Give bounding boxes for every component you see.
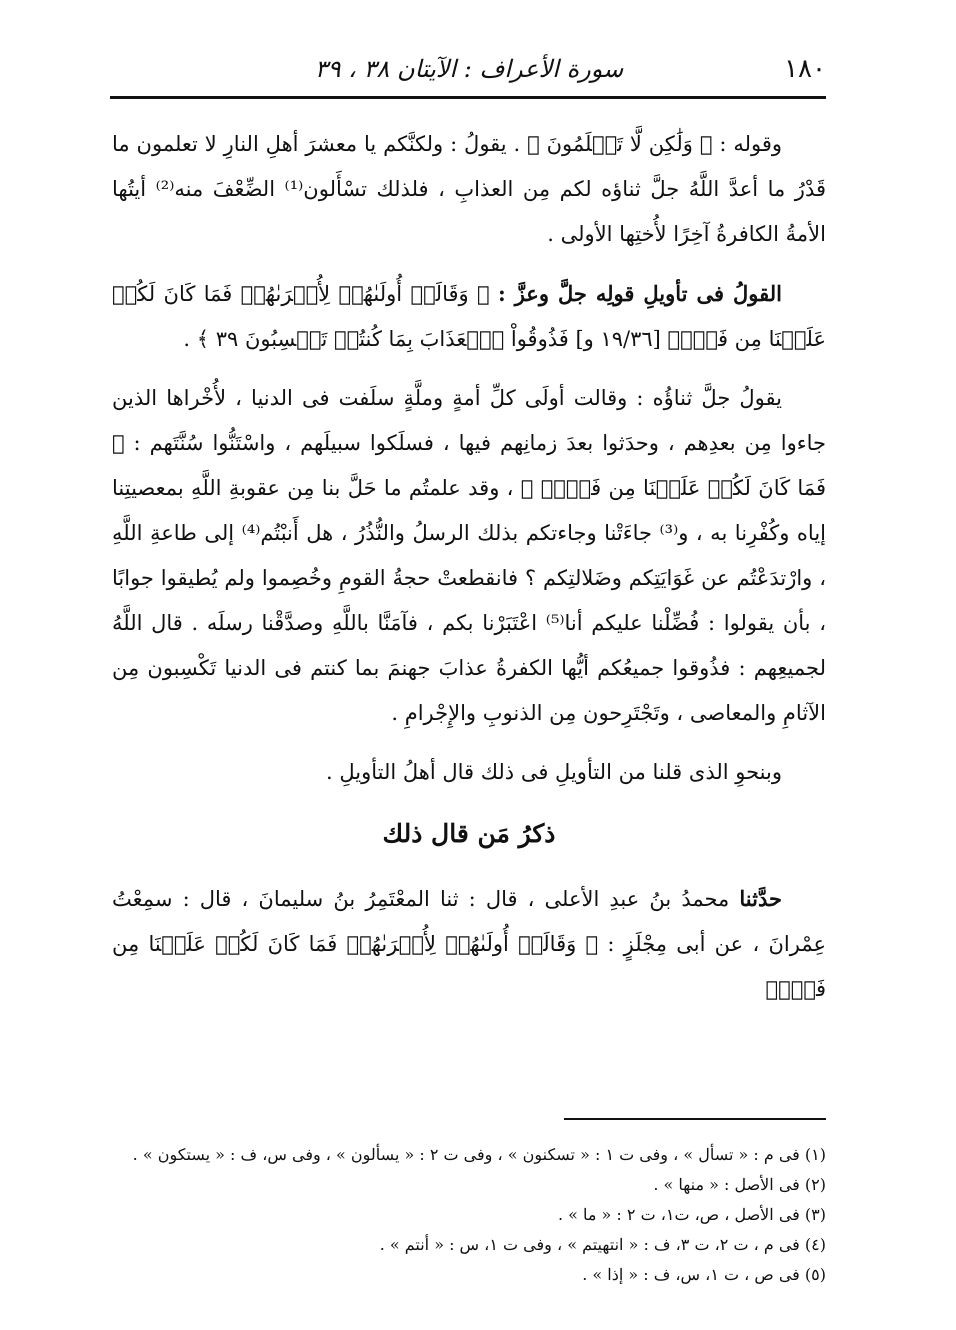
header-rule: [110, 96, 826, 99]
paragraph-3: يقولُ جلَّ ثناؤُه : وقالت أولَى كلِّ أمةٍ وملَّةٍ سلَفت فى الدنيا ، لأُخْراها الذين جاءوا مِن بعدِهم ، وحدَثوا بعدَ زمانِهم فيها ، فسلَكوا سبيلَهم ، واسْتَنُّوا سُنَّتَهم : ﴿ فَمَا كَانَ لَكُمۡ عَلَيۡنَا مِن فَضۡلٖ ﴾ ، وقد علمتُم ما حَلَّ بنا مِن عقوبةِ اللَّهِ بمعصيتِنا إياه وكُفْرِنا به ، و⁽³⁾ جاءَتْنا وجاءتكم بذلك الرسلُ والنُّذُرُ ، هل أَنبْتُم⁽⁴⁾ إلى طاعةِ اللَّهِ ، وارْتدَعْتُم عن غَوَايَتِكم وضَلالتِكم ؟ فانقطعتْ حجةُ القومِ وخُصِموا ولم يُطيقوا جوابًا ، بأن يقولوا : فُضِّلْنا عليكم أنا⁽⁵⁾ اعْتَبَرْنا بكم ، فآمَنَّا باللَّهِ وصدَّقْنا رسلَه . قال اللَّهُ لجميعِهم : فذُوقوا جميعُكم أيُّها الكفرةُ عذابَ جهنمَ بما كنتم فى الدنيا تَكْسِبون مِن الآثامِ والمعاصى ، وتَجْتَرِحون مِن الذنوبِ والإِجْرامِ .: [112, 386, 827, 725]
footnote-3: (٣) فى الأصل ، ص، ت١، ت ٢ : « ما » .: [557, 1205, 826, 1224]
paragraph-5-text: محمدُ بنُ عبدِ الأعلى ، قال : ثنا المعْتَمِرُ بنُ سليمانَ ، قال : سمِعْتُ عِمْرانَ ، عن أبى مِجْلَزٍ : ﴿ وَقَالَتۡ أُولَىٰهُمۡ لِأُخۡرَىٰهُمۡ فَمَا كَانَ لَكُمۡ عَلَيۡنَا مِن فَضۡلٖ: [112, 887, 826, 1001]
paragraph-4: وبنحوِ الذى قلنا من التأويلِ فى ذلك قال أهلُ التأويلِ .: [325, 760, 782, 784]
footnote-4: (٤) فى م ، ت ٢، ت ٣، ف : « انتهيتم » ، وفى ت ١، س : « أنتم » .: [379, 1235, 826, 1254]
main-text: [112, 122, 826, 1026]
page-number: ١٨٠: [784, 54, 826, 84]
footnote-2: (٢) فى الأصل : « منها » .: [653, 1175, 826, 1194]
paragraph-1: وقوله : ﴿ وَلَٰكِن لَّا تَعۡلَمُونَ ﴾ . يقولُ : ولكنَّكم يا معشرَ أهلِ النارِ لا تعلمون ما قَدْرُ ما أعدَّ اللَّهُ جلَّ ثناؤه لكم مِن العذابِ ، فلذلك تسْأَلون⁽¹⁾ الضِّعْفَ منه⁽²⁾ أيتُها الأمةُ الكافرةُ آخِرًا لأُختِها الأولى .: [112, 132, 827, 246]
section-heading: ذكرُ مَن قال ذلك: [382, 819, 556, 848]
paragraph-5-lead: حدَّثنا: [739, 886, 782, 911]
paragraph-2: [112, 271, 826, 362]
paragraph-2-lead: القولُ فى تأويلِ قولِه جلَّ وعزَّ :: [497, 281, 782, 306]
paragraph-5: [112, 876, 826, 1012]
footnotes: [112, 1140, 826, 1290]
running-title: سورة الأعراف : الآيتان ٣٨ ، ٣٩: [314, 55, 624, 83]
page-header: [112, 48, 826, 90]
footnote-1: (١) فى م : « تسأل » ، وفى ت ١ : « تسكنون » ، وفى ت ٢ : « يسألون » ، وفى س، ف : « يستكون » .: [132, 1145, 826, 1164]
footnote-rule: [564, 1118, 826, 1120]
footnote-5: (٥) فى ص ، ت ١، س، ف : « إذا » .: [582, 1265, 826, 1284]
paragraph-2-verse: ﴿ وَقَالَتۡ أُولَىٰهُمۡ لِأُخۡرَىٰهُمۡ فَمَا كَانَ لَكُمۡ عَلَيۡنَا مِن فَضۡلٖ [١٩/٣٦ و] فَذُوقُواْ ٱلۡعَذَابَ بِمَا كُنتُمۡ تَكۡسِبُونَ ٣٩ ﴾ .: [112, 282, 826, 351]
